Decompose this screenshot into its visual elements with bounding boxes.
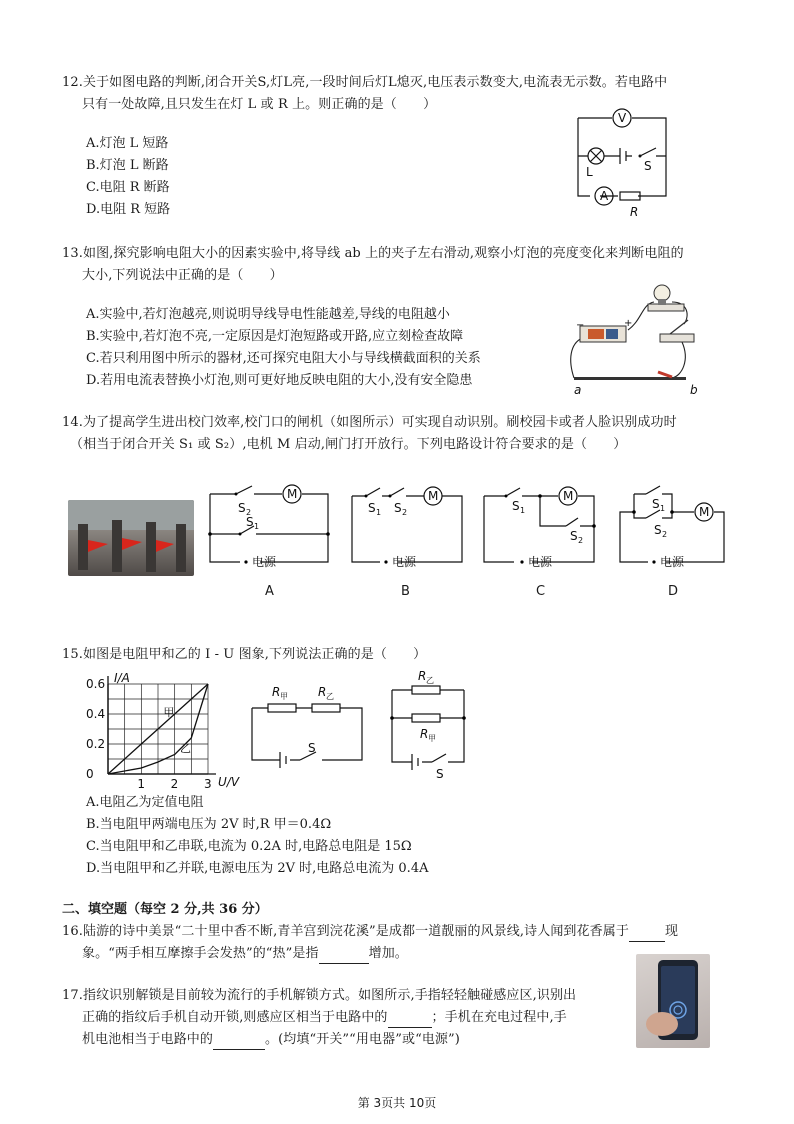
q13-stem-line1: 13.如图,探究影响电阻大小的因素实验中,将导线 ab 上的夹子左右滑动,观察小灯泡的亮度变化来判断电阻的 [62, 246, 684, 261]
switch-label: S [308, 741, 316, 755]
q12-stem-line2: 只有一处故障,且只发生在灯 L 或 R 上。则正确的是（ ） [82, 97, 437, 112]
switch-s1-subscript: 1 [660, 504, 666, 513]
section-heading: 二、填空题（每空 2 分,共 36 分） [62, 902, 268, 917]
power-label: 电源 [252, 555, 277, 569]
q14-circuit-c [482, 482, 602, 572]
wire-end-a-label: a [574, 383, 582, 397]
q15-parallel-circuit [386, 666, 486, 781]
q13-option-a: A.实验中,若灯泡越亮,则说明导线导电性能越差,导线的电阻越小 [86, 307, 450, 322]
q15-option-b: B.当电阻甲两端电压为 2V 时,R 甲＝0.4Ω [86, 817, 332, 832]
q16-line1 [62, 922, 678, 942]
q12-option-c: C.电阻 R 断路 [86, 180, 170, 195]
motor-label: M [287, 487, 298, 501]
r-yi-subscript: 乙 [426, 676, 434, 685]
q14-caption-a: A [265, 584, 274, 599]
x-tick-label: 1 [137, 777, 145, 791]
q12-option-a: A.灯泡 L 短路 [86, 136, 169, 151]
q14-stem-line1: 14.为了提高学生进出校门效率,校门口的闸机（如图所示）可实现自动识别。刷校园卡或者人脸识别成功时 [62, 415, 677, 430]
q17-line2 [82, 1008, 567, 1028]
switch-label: S [436, 767, 444, 781]
q16-line1-tail: 现 [664, 924, 679, 939]
switch-s2-subscript: 2 [578, 536, 584, 545]
q16-line2-tail: 增加。 [368, 946, 408, 961]
q17-line1: 17.指纹识别解锁是目前较为流行的手机解锁方式。如图所示,手指轻轻触碰感应区,识别出 [62, 988, 577, 1003]
x-tick-label: 3 [204, 777, 212, 791]
q12-circuit-diagram [560, 104, 690, 224]
q16-line1-text: 16.陆游的诗中美景“二十里中香不断,青羊宫到浣花溪”是成都一道靓丽的风景线,诗人闻到花香属于 [62, 924, 629, 939]
r-yi-label: R [318, 685, 327, 699]
q16-line2 [82, 944, 408, 964]
switch-s1-subscript: 1 [520, 506, 526, 515]
q15-option-a: A.电阻乙为定值电阻 [86, 795, 204, 810]
motor-label: M [699, 505, 710, 519]
series-label-yi: 乙 [180, 742, 191, 755]
q17-answer-blank-2[interactable] [213, 1035, 265, 1050]
svg-text:+: + [624, 318, 633, 329]
q16-answer-blank-1[interactable] [629, 927, 665, 942]
q14-caption-c: C [536, 584, 546, 599]
r-jia-label: R [420, 727, 429, 741]
q17-line2-tail: ；手机在充电过程中,手 [431, 1010, 567, 1025]
q12-stem-line1: 12.关于如图电路的判断,闭合开关S,灯L亮,一段时间后灯L熄灭,电压表示数变大,电流表无示数。若电路中 [62, 75, 668, 90]
q15-stem: 15.如图是电阻甲和乙的 I - U 图象,下列说法正确的是（ ） [62, 647, 427, 662]
voltmeter-label: V [618, 111, 627, 125]
fingerprint-phone-photo [636, 954, 710, 1048]
r-jia-subscript: 甲 [428, 734, 436, 743]
r-jia-label: R [272, 685, 281, 699]
switch-s1-label: S [246, 515, 254, 529]
q14-caption-b: B [401, 584, 410, 599]
iu-graph [82, 670, 252, 790]
q14-caption-d: D [668, 584, 679, 599]
lamp-label: L [586, 165, 593, 179]
power-label: 电源 [392, 555, 417, 569]
q12-option-b: B.灯泡 L 断路 [86, 158, 169, 173]
motor-label: M [563, 489, 574, 503]
q17-line3-text: 机电池相当于电路中的 [82, 1032, 214, 1047]
switch-s2-subscript: 2 [246, 508, 252, 517]
x-tick-label: 2 [170, 777, 179, 791]
series-label-jia: 甲 [163, 706, 175, 719]
switch-s1-subscript: 1 [254, 522, 260, 531]
power-label: 电源 [660, 555, 685, 569]
q17-line2-text: 正确的指纹后手机自动开锁,则感应区相当于电路中的 [82, 1010, 388, 1025]
switch-s1-label: S [512, 499, 520, 513]
switch-s1-subscript: 1 [376, 508, 382, 517]
switch-s2-label: S [394, 501, 402, 515]
wire-end-b-label: b [690, 383, 698, 397]
q14-stem-line2: （相当于闭合开关 S₁ 或 S₂）,电机 M 启动,闸门打开放行。下列电路设计符合要求的是（ ） [70, 437, 627, 452]
ammeter-label: A [600, 189, 609, 203]
x-axis-label: U/V [218, 775, 240, 789]
r-yi-subscript: 乙 [326, 692, 334, 701]
q16-answer-blank-2[interactable] [319, 949, 369, 964]
q13-option-b: B.实验中,若灯泡不亮,一定原因是灯泡短路或开路,应立刻检查故障 [86, 329, 464, 344]
q15-option-d: D.当电阻甲和乙并联,电源电压为 2V 时,电路总电流为 0.4A [86, 861, 429, 876]
y-tick-label: 0.4 [86, 707, 106, 721]
q17-line3 [82, 1030, 460, 1050]
q14-circuit-a [206, 482, 336, 572]
motor-label: M [428, 489, 439, 503]
turnstile-photo [68, 500, 194, 576]
page-number: 第 3页共 10页 [357, 1096, 437, 1110]
switch-s1-label: S [652, 497, 660, 511]
y-tick-label: 0.6 [86, 677, 106, 691]
r-yi-label: R [418, 669, 427, 683]
q13-option-d: D.若用电流表替换小灯泡,则可更好地反映电阻的大小,没有安全隐患 [86, 373, 473, 388]
y-tick-label: 0 [86, 767, 94, 781]
q17-line3-tail: 。(均填“开关”“用电器”或“电源”) [265, 1032, 460, 1047]
q17-answer-blank-1[interactable] [388, 1013, 432, 1028]
q13-stem-line2: 大小,下列说法中正确的是（ ） [82, 268, 283, 283]
y-tick-label: 0.2 [86, 737, 106, 751]
q12-option-d: D.电阻 R 短路 [86, 202, 171, 217]
r-jia-subscript: 甲 [280, 692, 288, 701]
resistor-label: R [630, 205, 639, 219]
switch-label: S [644, 159, 652, 173]
switch-s1-label: S [368, 501, 376, 515]
switch-s2-label: S [570, 529, 578, 543]
q14-circuit-d [616, 482, 728, 572]
switch-s2-subscript: 2 [402, 508, 408, 517]
switch-s2-subscript: 2 [662, 530, 668, 539]
q15-option-c: C.当电阻甲和乙串联,电流为 0.2A 时,电路总电阻是 15Ω [86, 839, 412, 854]
q13-option-c: C.若只利用图中所示的器材,还可探究电阻大小与导线横截面积的关系 [86, 351, 481, 366]
switch-s2-label: S [238, 501, 246, 515]
q15-series-circuit [246, 680, 366, 780]
q13-experiment-diagram [562, 280, 712, 396]
svg-text:−: − [576, 320, 585, 331]
y-axis-label: I/A [114, 671, 130, 685]
q14-circuit-b [350, 482, 468, 572]
q16-line2-text: 象。“两手相互摩擦手会发热”的“热”是指 [82, 946, 319, 961]
power-label: 电源 [528, 555, 553, 569]
switch-s2-label: S [654, 523, 662, 537]
